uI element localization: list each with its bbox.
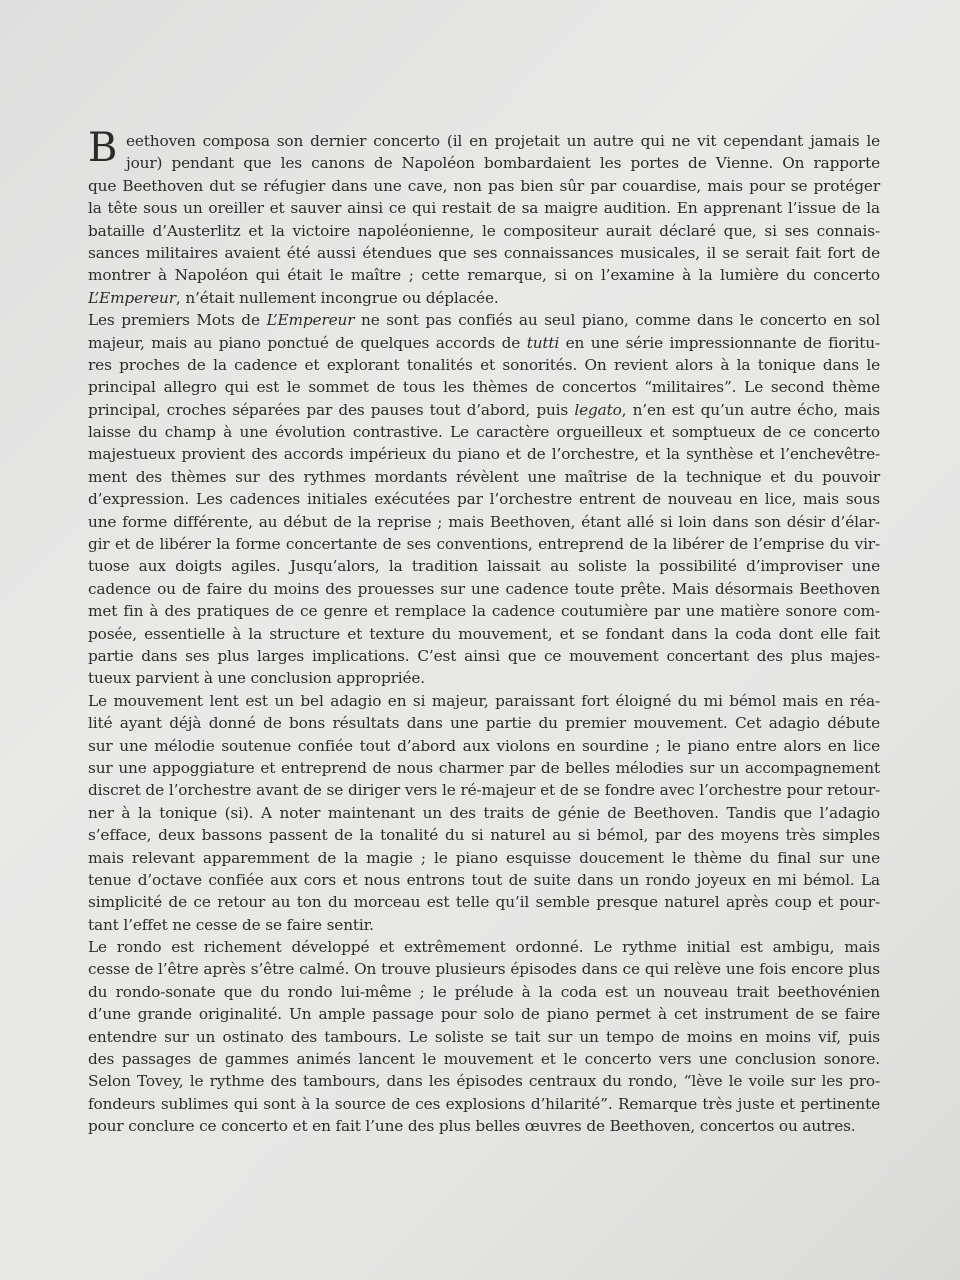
text-run: cesse de l’être après s’être calmé. On trouve plusieurs épisodes dans ce qui relève une fois encore plus: [88, 960, 880, 979]
text-line: [88, 1003, 880, 1025]
text-line: [88, 488, 880, 510]
text-run: majeur, mais au piano ponctué de quelques accords de: [88, 333, 527, 352]
text-run: sur une mélodie soutenue confiée tout d’abord aux violons en sourdine ; le piano entre alors en lice: [88, 736, 880, 755]
text-line: [88, 332, 880, 354]
text-run: discret de l’orchestre avant de se diriger vers le ré-majeur et de se fondre avec l’orchestre pour retour-: [88, 781, 880, 800]
paragraph: [88, 125, 880, 309]
text-line: [88, 936, 880, 958]
text-line: [88, 354, 880, 376]
text-line: [88, 623, 880, 645]
text-run: tuose aux doigts agiles. Jusqu’alors, la tradition laissait au soliste la possibilité d’improviser une: [88, 557, 880, 576]
text-line: [88, 242, 880, 264]
text-line: [88, 511, 880, 533]
text-run: montrer à Napoléon qui était le maître ; cette remarque, si on l’examine à la lumière du concerto: [88, 266, 880, 285]
text-line: [88, 287, 880, 309]
text-line: [88, 175, 880, 197]
text-run: en une série impressionnante de fioritu-: [559, 333, 880, 352]
text-line: [88, 1026, 880, 1048]
text-line: [88, 779, 880, 801]
text-line: [88, 757, 880, 779]
text-run: s’efface, deux bassons passent de la tonalité du si naturel au si bémol, par des moyens très simples: [88, 826, 880, 845]
text-line: [88, 466, 880, 488]
text-line: [88, 1048, 880, 1070]
text-run: majestueux provient des accords impérieux du piano et de l’orchestre, et la synthèse et l’enchevêtre-: [88, 445, 880, 464]
text-line: [88, 645, 880, 667]
text-line: [88, 869, 880, 891]
text-line: [88, 533, 880, 555]
text-run: la tête sous un oreiller et sauver ainsi ce qui restait de sa maigre audition. En apprenant l’issue de la: [88, 199, 880, 218]
text-run: principal, croches séparées par des pauses tout d’abord, puis: [88, 400, 575, 419]
text-line: [88, 578, 880, 600]
text-line: [88, 376, 880, 398]
text-run: posée, essentielle à la structure et texture du mouvement, et se fondant dans la coda dont elle fait: [88, 624, 880, 643]
text-line: [88, 914, 880, 936]
text-run: jour) pendant que les canons de Napoléon bombardaient les portes de Vienne. On rapporte: [126, 154, 880, 173]
text-run: ne sont pas confiés au seul piano, comme dans le concerto en sol: [354, 311, 880, 330]
text-run: , n’était nullement incongrue ou déplacée.: [175, 288, 499, 307]
text-line: [88, 847, 880, 869]
text-run: lité ayant déjà donné de bons résultats dans une partie du premier mouvement. Cet adagio débute: [88, 714, 880, 733]
text-line: [88, 667, 880, 689]
italic-text: tutti: [526, 333, 560, 352]
text-run: eethoven composa son dernier concerto (il en projetait un autre qui ne vit cependant jamais le: [126, 132, 880, 150]
text-line: [88, 264, 880, 286]
text-run: d’une grande originalité. Un ample passage pour solo de piano permet à cet instrument de se faire: [88, 1005, 880, 1024]
text-line: [88, 690, 880, 712]
article-body: [88, 125, 880, 1138]
text-line: [88, 443, 880, 465]
text-line: [88, 1115, 880, 1137]
text-run: cadence ou de faire du moins des prouesses sur une cadence toute prête. Mais désormais Beethoven: [88, 579, 880, 598]
text-line: [88, 891, 880, 913]
text-run: ner à la tonique (si). A noter maintenant un des traits de génie de Beethoven. Tandis que l’adagio: [88, 803, 880, 822]
text-run: Selon Tovey, le rythme des tambours, dans les épisodes centraux du rondo, “lève le voile sur les pro-: [88, 1072, 880, 1091]
text-run: sances militaires avaient été aussi étendues que ses connaissances musicales, il se serait fait fort de: [88, 243, 880, 262]
text-line: [88, 197, 880, 219]
italic-text: L’Empereur: [88, 288, 176, 307]
text-line: [88, 130, 880, 152]
text-run: Les premiers Mots de: [88, 311, 267, 330]
text-run: principal allegro qui est le sommet de tous les thèmes de concertos “militaires”. Le second thème: [88, 378, 880, 397]
text-line: [88, 309, 880, 331]
text-line: [88, 1093, 880, 1115]
text-run: du rondo-sonate que du rondo lui-même ; le prélude à la coda est un nouveau trait beethovénien: [88, 982, 880, 1001]
text-run: simplicité de ce retour au ton du morceau est telle qu’il semble presque naturel après coup et pour-: [88, 893, 880, 912]
italic-text: legato: [574, 400, 622, 419]
text-run: tenue d’octave confiée aux cors et nous entrons tout de suite dans un rondo joyeux en mi bémol. La: [88, 870, 880, 889]
italic-text: L’Empereur: [266, 311, 355, 330]
text-run: laisse du champ à une évolution contrastive. Le caractère orgueilleux et somptueux de ce concerto: [88, 423, 880, 442]
text-line: [88, 981, 880, 1003]
text-line: [88, 802, 880, 824]
text-line: [88, 220, 880, 242]
text-line: [88, 712, 880, 734]
text-run: d’expression. Les cadences initiales exécutées par l’orchestre entrent de nouveau en lice, mais sous: [88, 490, 880, 509]
paragraph: [88, 690, 880, 936]
text-run: bataille d’Austerlitz et la victoire napoléonienne, le compositeur aurait déclaré que, si ses connais-: [88, 221, 880, 240]
text-run: ment des thèmes sur des rythmes mordants révèlent une maîtrise de la technique et du pouvoir: [88, 467, 880, 486]
text-run: res proches de la cadence et explorant tonalités et sonorités. On revient alors à la tonique dans le: [88, 355, 880, 374]
text-run: une forme différente, au début de la reprise ; mais Beethoven, étant allé si loin dans son désir d’élar-: [88, 512, 880, 531]
text-run: gir et de libérer la forme concertante de ses conventions, entreprend de la libérer de l’emprise du vir-: [88, 535, 880, 554]
drop-cap: B: [88, 125, 118, 171]
text-line: [88, 600, 880, 622]
text-line: [88, 958, 880, 980]
text-run: des passages de gammes animés lancent le mouvement et le concerto vers une conclusion sonore.: [88, 1050, 880, 1069]
text-run: entendre sur un ostinato des tambours. Le soliste se tait sur un tempo de moins en moins vif, puis: [88, 1027, 880, 1046]
text-run: partie dans ses plus larges implications. C’est ainsi que ce mouvement concertant des plus majes-: [88, 646, 880, 665]
text-line: [88, 824, 880, 846]
text-run: tant l’effet ne cesse de se faire sentir.: [88, 915, 374, 934]
text-run: mais relevant apparemment de la magie ; le piano esquisse doucement le thème du final sur une: [88, 848, 880, 867]
text-run: , n’en est qu’un autre écho, mais: [621, 400, 880, 419]
text-line: [88, 735, 880, 757]
text-run: Le rondo est richement développé et extrêmement ordonné. Le rythme initial est ambigu, mais: [88, 938, 880, 957]
text-line: [88, 399, 880, 421]
text-line: [88, 1070, 880, 1092]
text-run: fondeurs sublimes qui sont à la source de ces explosions d’hilarité”. Remarque très juste et pertinente: [88, 1094, 880, 1113]
paragraph: [88, 309, 880, 690]
text-line: [88, 152, 880, 174]
text-run: Le mouvement lent est un bel adagio en si majeur, paraissant fort éloigné du mi bémol mais en réa-: [88, 691, 880, 710]
text-run: met fin à des pratiques de ce genre et remplace la cadence coutumière par une matière sonore com-: [88, 602, 880, 621]
paragraph: [88, 936, 880, 1138]
text-run: sur une appoggiature et entreprend de nous charmer par de belles mélodies sur un accompagnement: [88, 758, 880, 777]
text-run: que Beethoven dut se réfugier dans une cave, non pas bien sûr par couardise, mais pour se protéger: [88, 176, 880, 195]
text-run: pour conclure ce concerto et en fait l’une des plus belles œuvres de Beethoven, concertos ou autres.: [88, 1117, 856, 1136]
text-line: [88, 421, 880, 443]
text-run: tueux parvient à une conclusion appropriée.: [88, 669, 426, 688]
text-line: [88, 555, 880, 577]
